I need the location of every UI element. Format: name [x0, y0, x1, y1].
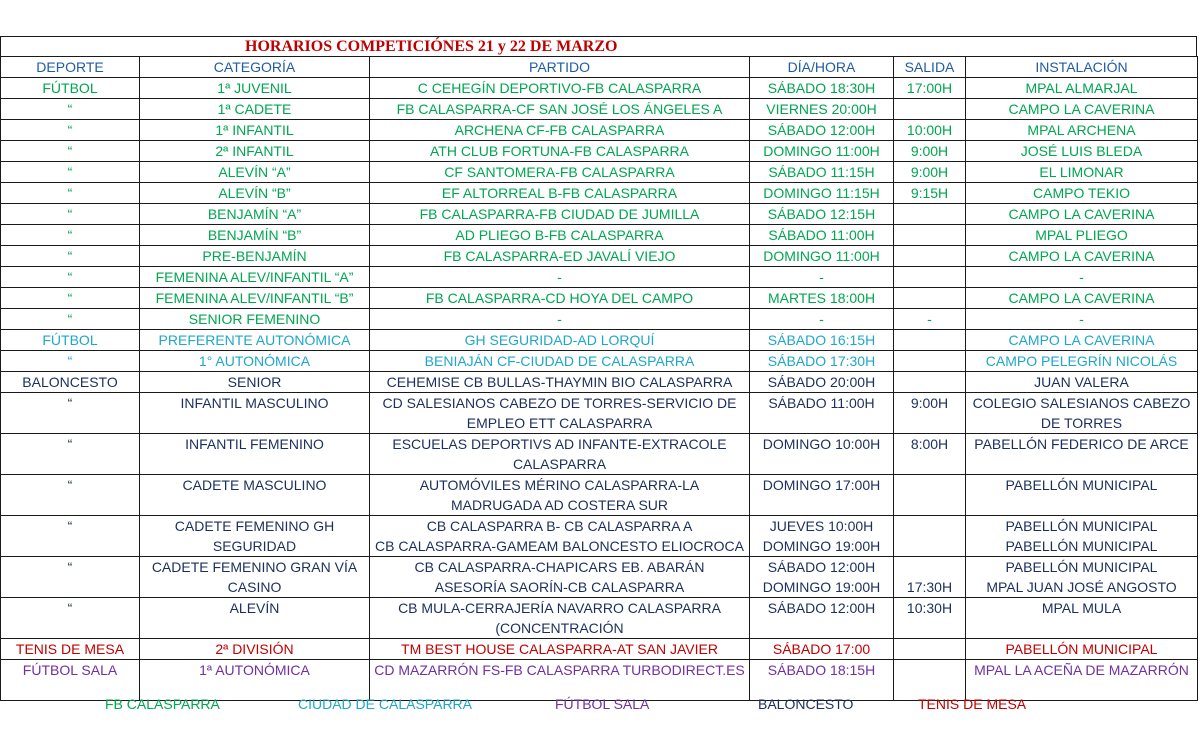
cell-partido: BENIAJÁN CF-CIUDAD DE CALASPARRA: [370, 351, 750, 372]
table-row: [1, 393, 1198, 434]
cell-instalacion: CAMPO TEKIO: [966, 183, 1198, 204]
table-row: [1, 475, 1198, 516]
cell-categoria: CADETE FEMENINO GH SEGURIDAD: [140, 516, 370, 557]
table-row: [1, 225, 1198, 246]
cell-partido: FB CALASPARRA-CF SAN JOSÉ LOS ÁNGELES A: [370, 99, 750, 120]
table-row: [1, 309, 1198, 330]
cell-deporte: “: [1, 267, 140, 288]
cell-salida: 17:30H: [894, 557, 966, 598]
cell-deporte: “: [1, 475, 140, 516]
cell-dia-hora: SÁBADO 18:15H: [750, 660, 894, 701]
cell-instalacion: CAMPO LA CAVERINA: [966, 330, 1198, 351]
table-row: [1, 598, 1198, 639]
legend-tm: TENIS DE MESA: [918, 696, 1027, 712]
cell-partido: GH SEGURIDAD-AD LORQUÍ: [370, 330, 750, 351]
cell-dia-hora: SÁBADO 16:15H: [750, 330, 894, 351]
table-row: [1, 330, 1198, 351]
cell-instalacion: -: [966, 267, 1198, 288]
cell-deporte: “: [1, 246, 140, 267]
cell-categoria: BENJAMÍN “B”: [140, 225, 370, 246]
schedule-table-body: [1, 36, 1198, 701]
cell-instalacion: PABELLÓN MUNICIPAL: [966, 639, 1198, 660]
cell-salida: 8:00H: [894, 434, 966, 475]
cell-deporte: “: [1, 120, 140, 141]
cell-deporte: FÚTBOL: [1, 78, 140, 99]
cell-instalacion: CAMPO LA CAVERINA: [966, 288, 1198, 309]
header-deporte: DEPORTE: [1, 57, 140, 78]
cell-categoria: FEMENINA ALEV/INFANTIL “B”: [140, 288, 370, 309]
cell-dia-hora: SÁBADO 12:15H: [750, 204, 894, 225]
cell-dia-hora: DOMINGO 17:00H: [750, 475, 894, 516]
cell-salida: [894, 246, 966, 267]
cell-instalacion: MPAL ARCHENA: [966, 120, 1198, 141]
cell-deporte: “: [1, 225, 140, 246]
table-row: [1, 288, 1198, 309]
cell-instalacion: PABELLÓN MUNICIPAL: [966, 475, 1198, 516]
cell-instalacion: COLEGIO SALESIANOS CABEZO DE TORRES: [966, 393, 1198, 434]
cell-dia-hora: -: [750, 309, 894, 330]
cell-partido: AD PLIEGO B-FB CALASPARRA: [370, 225, 750, 246]
header-categoria: CATEGORÍA: [140, 57, 370, 78]
cell-dia-hora: SÁBADO 11:00H: [750, 225, 894, 246]
cell-dia-hora: SÁBADO 17:30H: [750, 351, 894, 372]
cell-partido: TM BEST HOUSE CALASPARRA-AT SAN JAVIER: [370, 639, 750, 660]
cell-categoria: 2ª INFANTIL: [140, 141, 370, 162]
cell-instalacion: PABELLÓN FEDERICO DE ARCE: [966, 434, 1198, 475]
cell-salida: 17:00H: [894, 78, 966, 99]
cell-categoria: 1ª INFANTIL: [140, 120, 370, 141]
cell-instalacion: MPAL PLIEGO: [966, 225, 1198, 246]
cell-dia-hora: SÁBADO 12:00H DOMINGO 19:00H: [750, 557, 894, 598]
cell-instalacion: CAMPO PELEGRÍN NICOLÁS: [966, 351, 1198, 372]
table-row: [1, 557, 1198, 598]
cell-categoria: INFANTIL FEMENINO: [140, 434, 370, 475]
cell-deporte: “: [1, 141, 140, 162]
cell-partido: CB CALASPARRA-CHAPICARS EB. ABARÁN ASESORÍA SAORÍN-CB CALASPARRA: [370, 557, 750, 598]
cell-salida: 10:00H: [894, 120, 966, 141]
color-legend: [0, 694, 1200, 714]
cell-partido: FB CALASPARRA-FB CIUDAD DE JUMILLA: [370, 204, 750, 225]
cell-deporte: FÚTBOL SALA: [1, 660, 140, 701]
cell-partido: ARCHENA CF-FB CALASPARRA: [370, 120, 750, 141]
cell-partido: -: [370, 309, 750, 330]
cell-categoria: 1ª JUVENIL: [140, 78, 370, 99]
legend-bl: BALONCESTO: [758, 696, 854, 712]
table-row: [1, 372, 1198, 393]
table-row: [1, 141, 1198, 162]
cell-deporte: “: [1, 557, 140, 598]
cell-categoria: CADETE FEMENINO GRAN VÍA CASINO: [140, 557, 370, 598]
cell-dia-hora: -: [750, 267, 894, 288]
cell-salida: 9:00H: [894, 162, 966, 183]
cell-partido: CEHEMISE CB BULLAS-THAYMIN BIO CALASPARRA: [370, 372, 750, 393]
cell-instalacion: JOSÉ LUIS BLEDA: [966, 141, 1198, 162]
cell-categoria: 1° AUTONÓMICA: [140, 351, 370, 372]
cell-salida: 10:30H: [894, 598, 966, 639]
table-row: [1, 204, 1198, 225]
cell-partido: ESCUELAS DEPORTIVS AD INFANTE-EXTRACOLE CALASPARRA: [370, 434, 750, 475]
cell-partido: CB CALASPARRA B- CB CALASPARRA A CB CALASPARRA-GAMEAM BALONCESTO ELIOCROCA: [370, 516, 750, 557]
cell-salida: [894, 267, 966, 288]
table-row: [1, 639, 1198, 660]
cell-categoria: ALEVÍN “B”: [140, 183, 370, 204]
legend-fb: FB CALASPARRA: [105, 696, 220, 712]
cell-deporte: “: [1, 183, 140, 204]
legend-cc: CIUDAD DE CALASPARRA: [298, 696, 473, 712]
cell-deporte: “: [1, 99, 140, 120]
cell-deporte: “: [1, 516, 140, 557]
header-instalacion: INSTALACIÓN: [966, 57, 1198, 78]
header-dia-hora: DÍA/HORA: [750, 57, 894, 78]
cell-instalacion: MPAL MULA: [966, 598, 1198, 639]
cell-deporte: TENIS DE MESA: [1, 639, 140, 660]
table-row: [1, 120, 1198, 141]
cell-dia-hora: SÁBADO 12:00H: [750, 120, 894, 141]
cell-instalacion: JUAN VALERA: [966, 372, 1198, 393]
cell-salida: [894, 225, 966, 246]
header-partido: PARTIDO: [370, 57, 750, 78]
cell-categoria: PREFERENTE AUTONÓMICA: [140, 330, 370, 351]
cell-categoria: INFANTIL MASCULINO: [140, 393, 370, 434]
cell-partido: AUTOMÓVILES MÉRINO CALASPARRA-LA MADRUGADA AD COSTERA SUR: [370, 475, 750, 516]
cell-salida: 9:00H: [894, 141, 966, 162]
cell-dia-hora: DOMINGO 11:15H: [750, 183, 894, 204]
cell-instalacion: MPAL LA ACEÑA DE MAZARRÓN: [966, 660, 1198, 701]
table-row: [1, 78, 1198, 99]
cell-dia-hora: DOMINGO 11:00H: [750, 246, 894, 267]
table-row: [1, 99, 1198, 120]
cell-dia-hora: DOMINGO 11:00H: [750, 141, 894, 162]
table-row: [1, 267, 1198, 288]
cell-categoria: PRE-BENJAMÍN: [140, 246, 370, 267]
cell-salida: 9:00H: [894, 393, 966, 434]
cell-instalacion: EL LIMONAR: [966, 162, 1198, 183]
cell-salida: [894, 330, 966, 351]
page-title: HORARIOS COMPETICIÓNES 21 y 22 DE MARZO: [245, 38, 618, 55]
cell-partido: CF SANTOMERA-FB CALASPARRA: [370, 162, 750, 183]
cell-categoria: FEMENINA ALEV/INFANTIL “A”: [140, 267, 370, 288]
cell-categoria: 1ª CADETE: [140, 99, 370, 120]
cell-partido: EF ALTORREAL B-FB CALASPARRA: [370, 183, 750, 204]
cell-salida: [894, 372, 966, 393]
cell-dia-hora: SÁBADO 12:00H: [750, 598, 894, 639]
cell-instalacion: CAMPO LA CAVERINA: [966, 204, 1198, 225]
cell-deporte: “: [1, 434, 140, 475]
cell-salida: [894, 288, 966, 309]
cell-dia-hora: SÁBADO 11:15H: [750, 162, 894, 183]
cell-categoria: ALEVÍN “A”: [140, 162, 370, 183]
table-row: [1, 162, 1198, 183]
cell-categoria: CADETE MASCULINO: [140, 475, 370, 516]
cell-categoria: SENIOR FEMENINO: [140, 309, 370, 330]
table-row: [1, 516, 1198, 557]
cell-dia-hora: SÁBADO 11:00H: [750, 393, 894, 434]
cell-partido: -: [370, 267, 750, 288]
table-row: [1, 246, 1198, 267]
header-row: [1, 57, 1198, 78]
cell-partido: ATH CLUB FORTUNA-FB CALASPARRA: [370, 141, 750, 162]
cell-salida: [894, 475, 966, 516]
cell-dia-hora: SÁBADO 20:00H: [750, 372, 894, 393]
cell-deporte: “: [1, 393, 140, 434]
cell-deporte: “: [1, 309, 140, 330]
cell-categoria: BENJAMÍN “A”: [140, 204, 370, 225]
cell-deporte: “: [1, 288, 140, 309]
cell-deporte: FÚTBOL: [1, 330, 140, 351]
cell-salida: [894, 516, 966, 557]
table-row: [1, 434, 1198, 475]
cell-instalacion: PABELLÓN MUNICIPAL MPAL JUAN JOSÉ ANGOSTO: [966, 557, 1198, 598]
cell-partido: C CEHEGÍN DEPORTIVO-FB CALASPARRA: [370, 78, 750, 99]
cell-salida: [894, 204, 966, 225]
cell-categoria: SENIOR: [140, 372, 370, 393]
cell-partido: CD SALESIANOS CABEZO DE TORRES-SERVICIO DE EMPLEO ETT CALASPARRA: [370, 393, 750, 434]
cell-deporte: “: [1, 204, 140, 225]
cell-deporte: “: [1, 162, 140, 183]
cell-salida: [894, 351, 966, 372]
cell-salida: -: [894, 309, 966, 330]
cell-salida: 9:15H: [894, 183, 966, 204]
cell-dia-hora: SÁBADO 17:00: [750, 639, 894, 660]
cell-partido: CD MAZARRÓN FS-FB CALASPARRA TURBODIRECT.ES: [370, 660, 750, 701]
cell-dia-hora: JUEVES 10:00H DOMINGO 19:00H: [750, 516, 894, 557]
schedule-table: [0, 36, 1198, 701]
cell-instalacion: CAMPO LA CAVERINA: [966, 246, 1198, 267]
cell-deporte: “: [1, 598, 140, 639]
cell-dia-hora: MARTES 18:00H: [750, 288, 894, 309]
cell-categoria: 1ª AUTONÓMICA: [140, 660, 370, 701]
cell-partido: CB MULA-CERRAJERÍA NAVARRO CALASPARRA (CONCENTRACIÓN: [370, 598, 750, 639]
cell-partido: FB CALASPARRA-ED JAVALÍ VIEJO: [370, 246, 750, 267]
cell-instalacion: CAMPO LA CAVERINA: [966, 99, 1198, 120]
cell-instalacion: MPAL ALMARJAL: [966, 78, 1198, 99]
cell-categoria: 2ª DIVISIÓN: [140, 639, 370, 660]
cell-deporte: “: [1, 351, 140, 372]
table-row: [1, 351, 1198, 372]
cell-dia-hora: SÁBADO 18:30H: [750, 78, 894, 99]
legend-fs: FÚTBOL SALA: [555, 696, 650, 712]
cell-dia-hora: VIERNES 20:00H: [750, 99, 894, 120]
cell-instalacion: -: [966, 309, 1198, 330]
table-row: [1, 183, 1198, 204]
cell-salida: [894, 99, 966, 120]
cell-instalacion: PABELLÓN MUNICIPAL PABELLÓN MUNICIPAL: [966, 516, 1198, 557]
header-salida: SALIDA: [894, 57, 966, 78]
cell-dia-hora: DOMINGO 10:00H: [750, 434, 894, 475]
schedule-sheet: [0, 36, 1198, 701]
cell-salida: [894, 639, 966, 660]
cell-partido: FB CALASPARRA-CD HOYA DEL CAMPO: [370, 288, 750, 309]
cell-deporte: BALONCESTO: [1, 372, 140, 393]
cell-categoria: ALEVÍN: [140, 598, 370, 639]
